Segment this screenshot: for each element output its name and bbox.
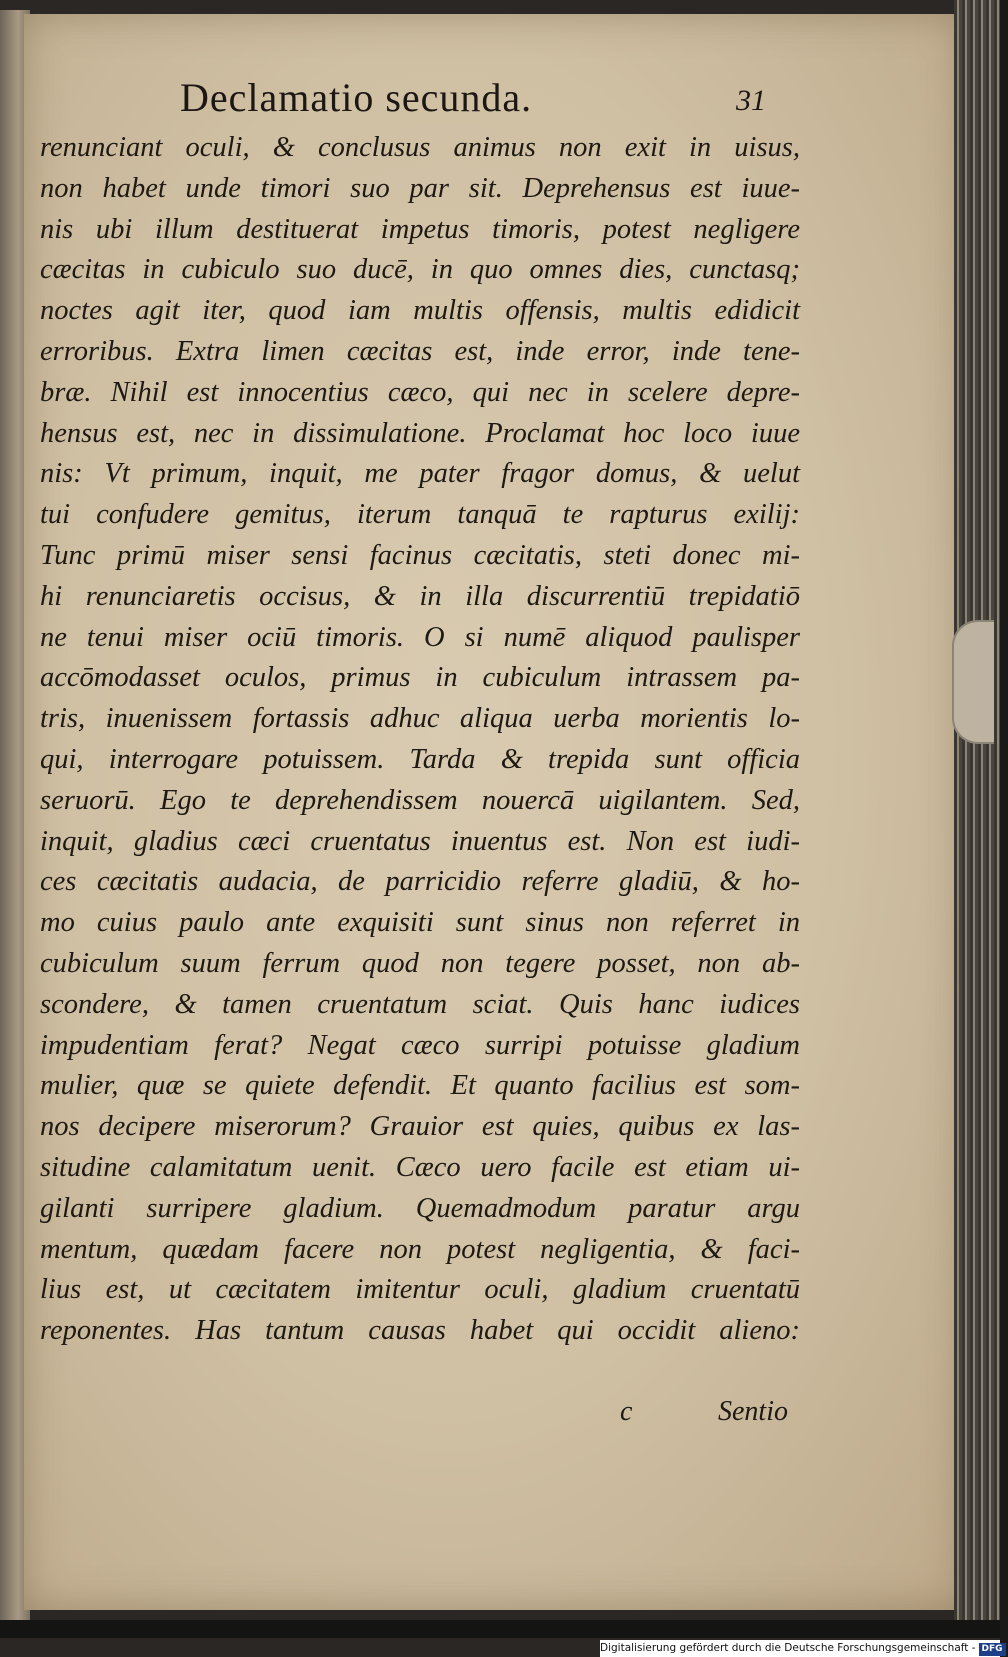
- text-line: tui confudere gemitus, iterum tanquā te rapturus exilij:: [40, 499, 800, 531]
- text-line: erroribus. Extra limen cæcitas est, inde error, inde tene-: [40, 335, 800, 367]
- text-line: impudentiam ferat? Negat cæco surripi potuisse gladium: [40, 1029, 800, 1061]
- text-line: tris, inuenissem fortassis adhuc aliqua uerba morientis lo-: [40, 703, 800, 735]
- text-line: bræ. Nihil est innocentius cæco, qui nec in scelere depre-: [40, 376, 800, 408]
- text-line: non habet unde timori suo par sit. Deprehensus est iuue-: [40, 172, 800, 204]
- folio-number: 31: [736, 84, 766, 117]
- running-head: Declamatio secunda.: [180, 75, 533, 120]
- text-line: gilanti surripere gladium. Quemadmodum paratur argu: [40, 1192, 800, 1224]
- catchword: Sentio: [718, 1396, 788, 1427]
- signature-mark: c: [620, 1396, 633, 1427]
- page-block-edges: [954, 0, 1000, 1620]
- text-line: nis ubi illum destituerat impetus timoris, potest negligere: [40, 213, 800, 245]
- text-line: cubiculum suum ferrum quod non tegere posset, non ab-: [40, 947, 800, 979]
- text-line: situdine calamitatum uenit. Cæco uero facile est etiam ui-: [40, 1151, 800, 1183]
- text-line: seruorū. Ego te deprehendissem nouercā uigilantem. Sed,: [40, 784, 800, 816]
- text-line: mentum, quædam facere non potest negligentia, & faci-: [40, 1233, 800, 1265]
- credit-text: Digitalisierung gefördert durch die Deutsche Forschungsgemeinschaft -: [600, 1642, 976, 1654]
- text-line: qui, interrogare potuissem. Tarda & trepida sunt officia: [40, 743, 800, 775]
- text-line: hi renunciaretis occisus, & in illa discurrentiū trepidatiō: [40, 580, 800, 612]
- text-line: scondere, & tamen cruentatum sciat. Quis hanc iudices: [40, 988, 800, 1020]
- text-line: nis: Vt primum, inquit, me pater fragor domus, & uelut: [40, 458, 800, 490]
- text-line: reponentes. Has tantum causas habet qui occidit alieno:: [40, 1315, 800, 1347]
- text-line: renunciant oculi, & conclusus animus non exit in uisus,: [40, 132, 800, 163]
- digitization-credit: [600, 1640, 1003, 1657]
- text-line: nos decipere miserorum? Grauior est quies, quibus ex las-: [40, 1111, 800, 1143]
- text-line: hensus est, nec in dissimulatione. Proclamat hoc loco iuue: [40, 417, 800, 449]
- body-text: [40, 128, 800, 1352]
- text-line: accōmodasset oculos, primus in cubiculum intrassem pa-: [40, 662, 800, 694]
- text-line: mulier, quæ se quiete defendit. Et quanto facilius est som-: [40, 1070, 800, 1102]
- text-line: cæcitas in cubiculo suo ducē, in quo omnes dies, cunctasq;: [40, 254, 800, 286]
- text-line: lius est, ut cæcitatem imitentur oculi, gladium cruentatū: [40, 1274, 800, 1306]
- text-line: inquit, gladius cæci cruentatus inuentus est. Non est iudi-: [40, 825, 800, 857]
- text-line: ces cæcitatis audacia, de parricidio referre gladiū, & ho-: [40, 866, 800, 898]
- scan-bottom-edge: [0, 1620, 1000, 1638]
- thumb-tab: [952, 620, 994, 744]
- text-line: mo cuius paulo ante exquisiti sunt sinus non referret in: [40, 907, 800, 939]
- text-line: noctes agit iter, quod iam multis offensis, multis edidicit: [40, 295, 800, 327]
- dfg-logo: DFG: [979, 1643, 1006, 1656]
- text-line: Tunc primū miser sensi facinus cæcitatis, steti donec mi-: [40, 539, 800, 571]
- text-line: ne tenui miser ociū timoris. O si numē aliquod paulisper: [40, 621, 800, 653]
